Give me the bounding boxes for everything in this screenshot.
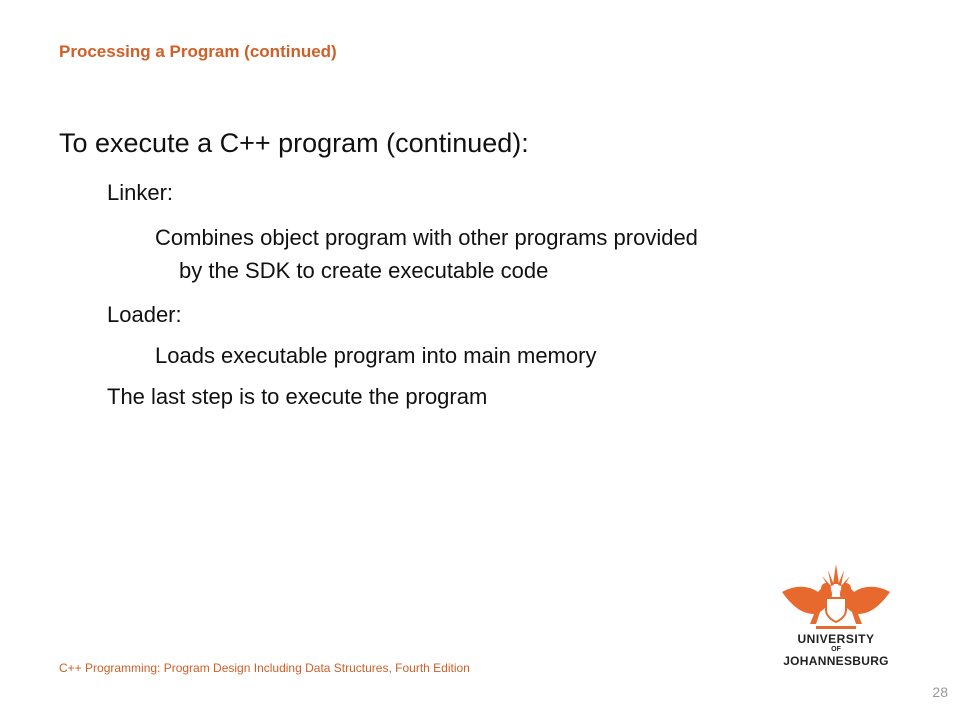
linker-label: Linker: bbox=[107, 180, 174, 205]
footer-citation: C++ Programming: Program Design Including Data Structures, Fourth Edition bbox=[59, 661, 470, 675]
loader-label: Loader: bbox=[107, 302, 182, 327]
logo-line-of: OF bbox=[831, 646, 841, 653]
university-crest-icon bbox=[776, 562, 896, 632]
main-heading: To execute a C++ program (continued): bbox=[59, 128, 529, 158]
loader-description: Loads executable program into main memory bbox=[155, 343, 597, 368]
logo-line-university: UNIVERSITY bbox=[797, 632, 875, 646]
university-logo bbox=[776, 562, 896, 680]
page-number: 28 bbox=[932, 684, 948, 700]
linker-desc-line2: by the SDK to create executable code bbox=[179, 258, 549, 283]
last-step: The last step is to execute the program bbox=[107, 384, 488, 409]
logo-line-johannesburg: JOHANNESBURG bbox=[783, 654, 889, 668]
linker-desc-line1: Combines object program with other programs provided bbox=[155, 225, 698, 250]
linker-description bbox=[155, 221, 899, 287]
slide-title: Processing a Program (continued) bbox=[59, 42, 337, 61]
